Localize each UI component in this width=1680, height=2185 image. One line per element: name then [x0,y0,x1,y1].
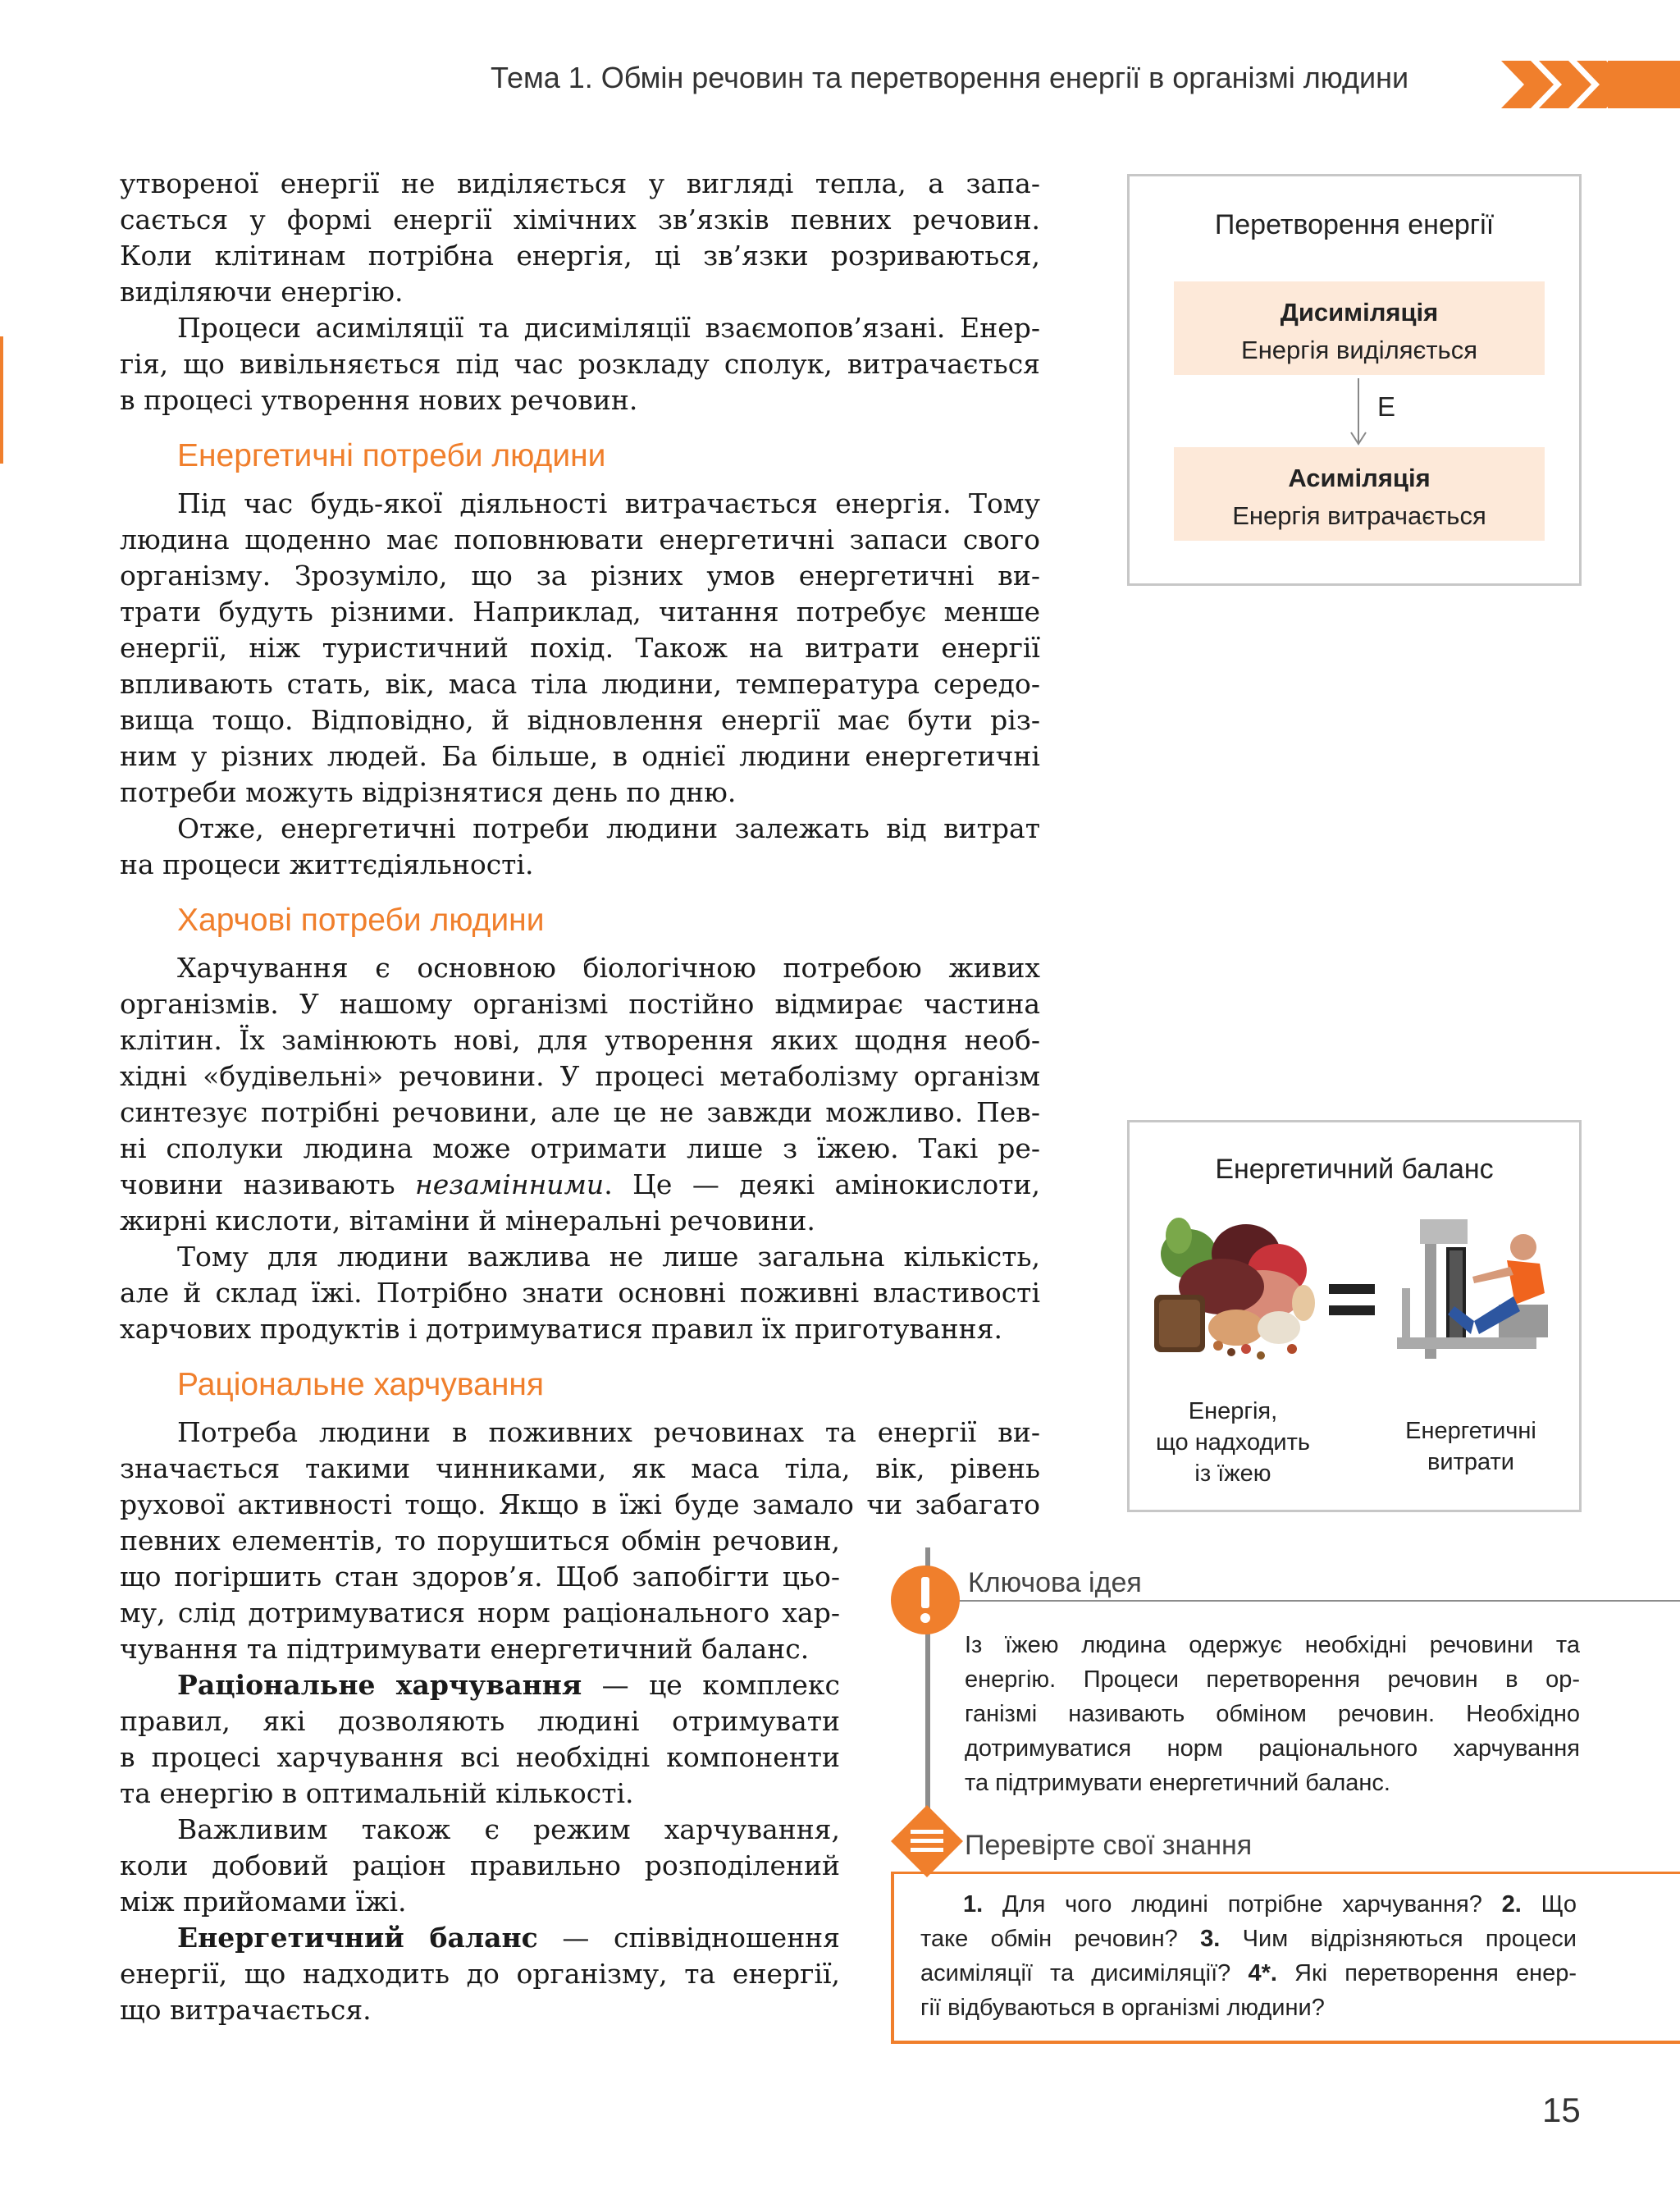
text-line: Отже, енергетичні потреби людини залежать від витрат [177,812,1040,844]
text-line: правил, які дозволяють людині отримувати [120,1705,840,1737]
text-line: на процеси життєдіяльності. [120,848,534,880]
section-heading-food-needs: Харчові потреби людини [177,903,545,938]
text-line: клітин. Їх замінюють нові, для утворення яких щодня необ- [120,1024,1040,1056]
text-line: гія, що вивільняється під час розкладу сполук, витрачається [120,348,1040,380]
text-line: між прийомами їжі. [120,1886,407,1918]
intro-paragraph [120,166,1040,310]
text-line: рухової активності тощо. Якщо в їжі буде замало чи забагато [120,1488,1040,1520]
text-line: сається у формі енергії хімічних зв’язків певних речовин. [120,203,1040,235]
assimilation-label: Асиміляція [1288,464,1431,492]
definition-term: Раціональне харчування [177,1669,582,1701]
text-line: коли добовий раціон правильно розподілений [120,1849,840,1881]
rational-nutrition-paragraph [120,1415,1040,1523]
energy-arrow-label: E [1377,391,1396,422]
intro-paragraph-2 [120,310,1040,418]
exercise-machine-icon [1376,1214,1564,1362]
dissimilation-text: Енергія виділяється [1241,336,1477,364]
text-line: човини називають незамінними. Це — деякі амінокислоти, [120,1168,1040,1200]
question-line: таке обмін речовин? 3. Чим відрізняються процеси [920,1926,1577,1952]
text-line: та підтримувати енергетичний баланс. [965,1770,1390,1796]
text-line: ні сполуки людина може отримати лише з їжею. Такі ре- [120,1132,1040,1164]
rational-nutrition-narrow-block [120,1523,840,2028]
question-line: асиміляції та дисиміляції? 4*. Які перетворення енер- [920,1960,1577,1986]
assimilation-text: Енергія витрачається [1232,501,1486,530]
text-line: але й склад їжі. Потрібно знати основні поживні властивості [120,1277,1040,1309]
food-needs-paragraph [120,950,1040,1239]
definition-term: Енергетичний баланс [177,1922,538,1954]
food-needs-paragraph-2 [120,1239,1040,1347]
dissimilation-panel [1174,281,1545,375]
text-line: Харчування є основною біологічною потребою живих [177,952,1040,984]
text-line: харчових продуктів і дотримуватися правил їх приготування. [120,1313,1002,1345]
page-number: 15 [1542,2091,1581,2129]
text-line: ганізмі називають обміном речовин. Необхідно [965,1701,1580,1727]
text-line: хідні «будівельні» речовини. У процесі метаболізму організм [120,1060,1040,1092]
list-diamond-icon [889,1803,965,1879]
section-heading-rational-nutrition: Раціональне харчування [177,1367,545,1402]
text-line: виділяючи енергію. [120,276,404,308]
text-line: людина щоденно має поповнювати енергетичні запаси свого [120,523,1040,555]
text-line: певних елементів, то порушиться обмін речовин, [120,1524,840,1556]
section-heading-energy-needs: Енергетичні потреби людини [177,438,606,473]
text-line: вища тощо. Відповідно, й відновлення енергії має бути різ- [120,704,1040,736]
check-knowledge-questions [920,1887,1577,2025]
text-line: дотримуватися норм раціонального харчування [965,1735,1580,1762]
energy-needs-conclusion [120,811,1040,883]
check-knowledge-title: Перевірте свої знання [965,1830,1253,1861]
main-column [120,166,1040,2028]
text-line: потреби можуть відрізнятися день по дню. [120,776,737,808]
text-line: енергію. Процеси перетворення речовин в ор- [965,1666,1580,1693]
text-line: утвореної енергії не виділяється у вигляді тепла, а запа- [120,167,1040,199]
text-line: Процеси асиміляції та дисиміляції взаємопов’язані. Енер- [177,312,1040,344]
italic-term: незамінними [414,1168,605,1200]
text-line: що погіршить стан здоров’я. Щоб запобігти цьо- [120,1561,840,1593]
exclamation-icon [891,1566,960,1634]
dissimilation-label: Дисиміляція [1280,298,1439,327]
text-line: чування та підтримувати енергетичний баланс. [120,1633,810,1665]
energy-intake-label: Енергія, що надходить із їжею [1156,1398,1310,1487]
text-line: Тому для людини важлива не лише загальна кількість, [177,1241,1040,1273]
text-line: що витрачається. [120,1994,372,2026]
text-line: в процесі харчування всі необхідні компоненти [120,1741,840,1773]
energy-expenditure-label: Енергетичні витрати [1405,1418,1536,1475]
question-line: 1. Для чого людині потрібне харчування? 2. Що [963,1891,1577,1918]
text-line: трати будуть різними. Наприклад, читання потребує менше [120,596,1040,628]
text-line: му, слід дотримуватися норм раціонального хар- [120,1597,840,1629]
energy-box-title: Перетворення енергії [1214,209,1495,240]
side-accent-bar [0,336,3,464]
text-line: Важливим також є режим харчування, [177,1813,840,1845]
question-line: гії відбуваються в організмі людини? [920,1995,1325,2021]
text-line: Із їжею людина одержує необхідні речовини та [965,1632,1580,1658]
food-illustration-icon [1139,1204,1320,1369]
text-line: організму. Зрозуміло, що за різних умов енергетичні ви- [120,560,1040,592]
definition-line: Раціональне харчування — це комплекс [177,1669,840,1701]
text-line: енергії, що надходить до організму, та енергії, [120,1958,840,1990]
text-line: Потреба людини в поживних речовинах та енергії ви- [177,1416,1040,1448]
arrow-down-icon [1346,378,1371,447]
definition-line: Енергетичний баланс — співвідношення [177,1922,840,1954]
key-idea-text [965,1628,1580,1800]
energy-needs-paragraph [120,486,1040,811]
page-header-title: Тема 1. Обмін речовин та перетворення енергії в організмі людини [491,61,1409,94]
assimilation-panel [1174,447,1545,541]
key-idea-divider [925,1600,1680,1602]
energy-balance-box [1127,1120,1582,1512]
key-idea-title: Ключова ідея [968,1567,1142,1598]
balance-box-title: Енергетичний баланс [1215,1154,1494,1185]
text-line: та енергію в оптимальній кількості. [120,1777,634,1809]
text-line: значається такими чинниками, як маса тіла, вік, рівень [120,1452,1040,1484]
text-line: жирні кислоти, вітаміни й мінеральні речовини. [120,1204,815,1236]
text-line: Під час будь-якої діяльності витрачається енергія. Тому [177,487,1040,519]
text-line: енергії, ніж туристичний похід. Також на витрати енергії [120,632,1040,664]
text-line: впливають стать, вік, маса тіла людини, температура середо- [120,668,1040,700]
text-line: ним у різних людей. Ба більше, в однієї людини енергетичні [120,740,1040,772]
text-line: в процесі утворення нових речовин. [120,384,638,416]
text-line: організмів. У нашому організмі постійно відмирає частина [120,988,1040,1020]
energy-transformation-box [1127,174,1582,586]
text-line: синтезує потрібні речовини, але це не завжди можливо. Пев- [120,1096,1040,1128]
text-line: Коли клітинам потрібна енергія, ці зв’язки розриваються, [120,240,1040,272]
